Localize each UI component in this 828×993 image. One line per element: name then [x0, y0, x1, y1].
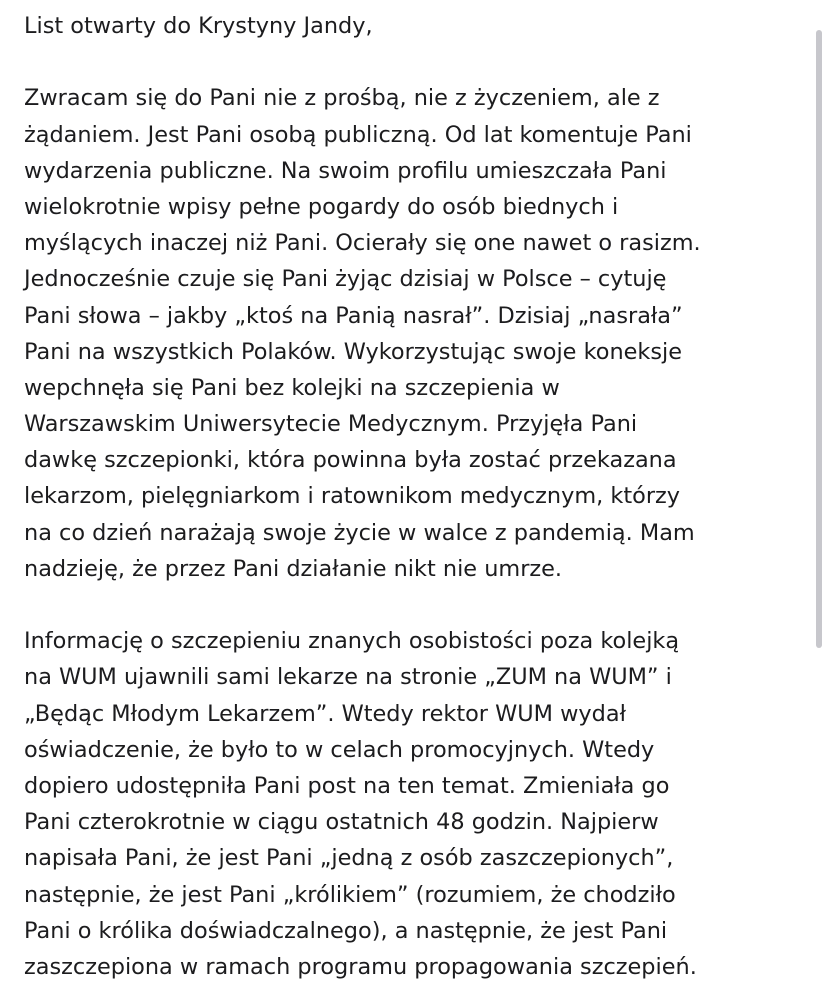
paragraph-1-line: Warszawskim Uniwersytecie Medycznym. Przyjęła Pani — [24, 411, 638, 438]
paragraph-1-line: lekarzom, pielęgniarkom i ratownikom medycznym, którzy — [24, 483, 681, 510]
paragraph-1-line: Pani słowa – jakby „ktoś na Panią nasrał”. Dzisiaj „nasrała” — [24, 302, 683, 329]
paragraph-1-line: na co dzień narażają swoje życie w walce z pandemią. Mam — [24, 519, 695, 546]
paragraph-1-line: żądaniem. Jest Pani osobą publiczną. Od lat komentuje Pani — [24, 121, 692, 148]
paragraph-2-line: na WUM ujawnili sami lekarze na stronie „ZUM na WUM” i — [24, 664, 672, 691]
paragraph-1-line: wydarzenia publiczne. Na swoim profilu umieszczała Pani — [24, 157, 667, 184]
paragraph-1-line: wepchnęła się Pani bez kolejki na szczepienia w — [24, 374, 560, 401]
paragraph-1-line: wielokrotnie wpisy pełne pogardy do osób biednych i — [24, 193, 619, 220]
paragraph-1-line: Zwracam się do Pani nie z prośbą, nie z życzeniem, ale z — [24, 85, 660, 112]
paragraph-2-line: Pani o królika doświadczalnego), a następnie, że jest Pani — [24, 917, 668, 944]
paragraph-2-line: „Będąc Młodym Lekarzem”. Wtedy rektor WUM wydał — [24, 700, 626, 727]
paragraph-1-line: Jednocześnie czuje się Pani żyjąc dzisiaj w Polsce – cytuję — [24, 266, 667, 293]
paragraph-2-line: napisała Pani, że jest Pani „jedną z osób zaszczepionych”, — [24, 845, 674, 872]
paragraph-2-line: Informację o szczepieniu znanych osobistości poza kolejką — [24, 628, 680, 655]
paragraph-spacer — [24, 587, 814, 623]
paragraph-1-line: nadzieję, że przez Pani działanie nikt nie umrze. — [24, 555, 563, 582]
paragraph-1-line: Pani na wszystkich Polaków. Wykorzystując swoje koneksje — [24, 338, 683, 365]
vertical-scrollbar[interactable] — [816, 30, 822, 648]
paragraph-2-line: oświadczenie, że było to w celach promocyjnych. Wtedy — [24, 736, 655, 763]
paragraph-2-line: Pani czterokrotnie w ciągu ostatnich 48 godzin. Najpierw — [24, 809, 659, 836]
paragraph-2-line: dopiero udostępniła Pani post na ten temat. Zmieniała go — [24, 772, 670, 799]
paragraph-spacer — [24, 44, 814, 80]
letter-body — [24, 8, 814, 985]
paragraph-1-line: myślących inaczej niż Pani. Ocierały się one nawet o rasizm. — [24, 230, 701, 257]
paragraph-1-line: dawkę szczepionki, która powinna była zostać przekazana — [24, 447, 677, 474]
letter-greeting: List otwarty do Krystyny Jandy, — [24, 13, 373, 39]
paragraph-2-line: następnie, że jest Pani „królikiem” (rozumiem, że chodziło — [24, 881, 676, 908]
paragraph-2-line: zaszczepiona w ramach programu propagowania szczepień. — [24, 953, 697, 980]
